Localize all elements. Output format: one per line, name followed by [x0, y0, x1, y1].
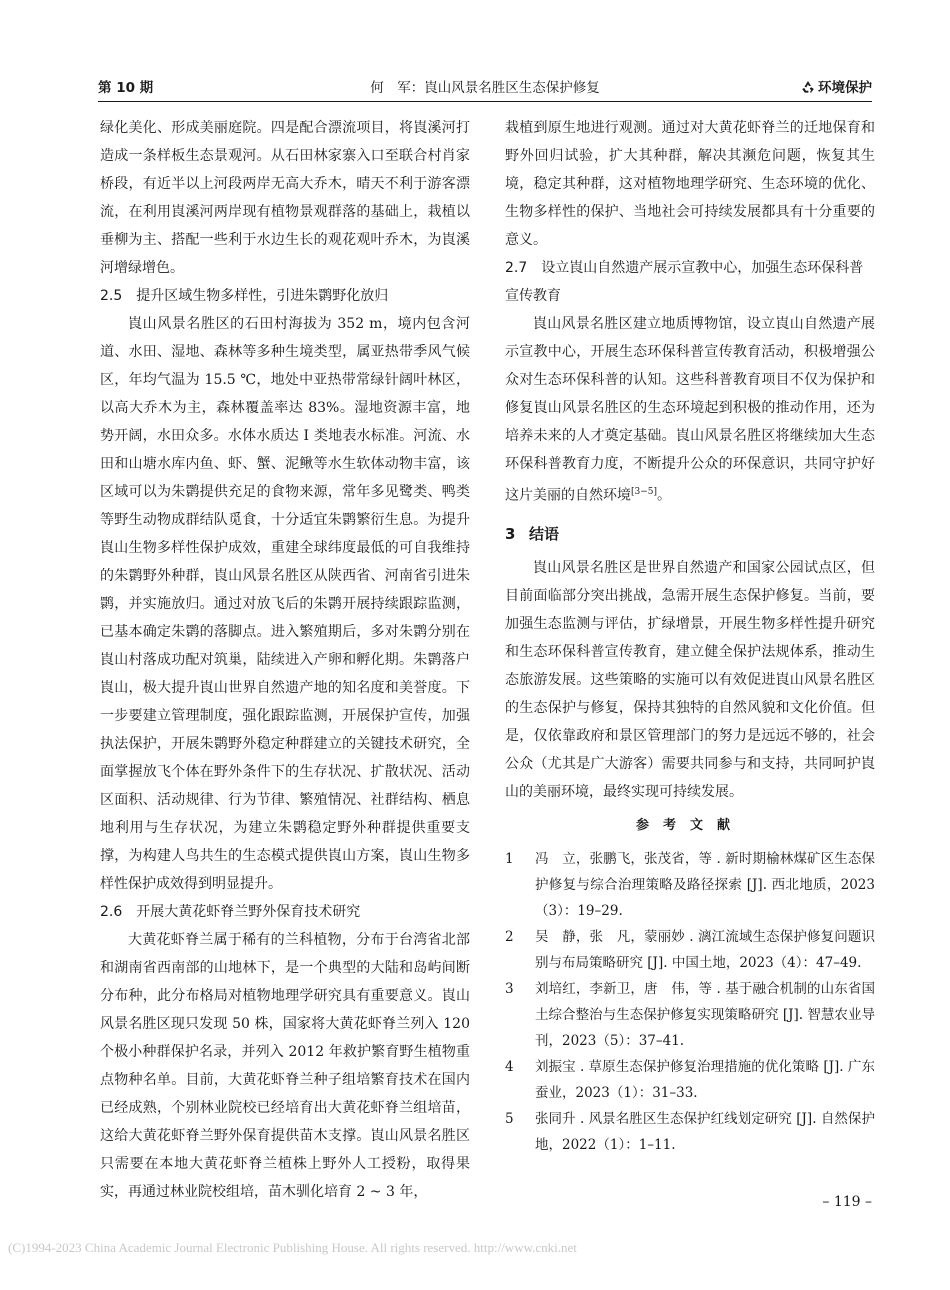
reference-text: 刘培红，李新卫，唐 伟，等 . 基于融合机制的山东省国土综合整治与生态保护修复实现策略研究 [J]. 智慧农业导刊，2023（5）：37–41. [535, 980, 875, 1049]
paragraph: 大黄花虾脊兰属于稀有的兰科植物，分布于台湾省北部和湖南省西南部的山地林下，是一个典型的大陆和岛屿间断分布种，此分布格局对植物地理学研究具有重要意义。崀山风景名胜区现只发现 50 株，国家将大黄花虾脊兰列入 120 个极小种群保护名录，并列入 2012 年救护繁育野生植物重点物种名单。目前，大黄花虾脊兰种子组培繁育技术在国内已经成熟，个别林业院校已经培育出大黄花虾脊兰组培苗，这给大黄花虾脊兰野外保育提供苗木支撑。崀山风景名胜区只需要在本地大黄花虾脊兰植株上野外人工授粉，取得果实，再通过林业院校组培，苗木驯化培育 2 ~ 3 年， [100, 932, 470, 1200]
running-header [98, 72, 872, 98]
section-heading-2-6: 2.6 开展大黄花虾脊兰野外保育技术研究 [100, 904, 361, 920]
reference-number: 4 [505, 1058, 514, 1075]
reference-number: 1 [505, 850, 514, 867]
section-title: 结语 [529, 524, 560, 543]
header-rule [98, 101, 872, 102]
reference-item [505, 1054, 875, 1106]
reference-number: 5 [505, 1110, 514, 1127]
section-heading-2-7: 2.7 设立崀山自然遗产展示宣教中心，加强生态环保科普宣传教育 [505, 260, 864, 304]
reference-item [505, 1106, 875, 1158]
paragraph [505, 310, 875, 510]
issue-number: 第 10 期 [98, 80, 154, 96]
paragraph-text: 崀山风景名胜区建立地质博物馆，设立崀山自然遗产展示宣教中心，开展生态环保科普宣传教育活动，积极增强公众对生态环保科普的认知。这些科普教育项目不仅为保护和修复崀山风景名胜区的生态环境起到积极的推动作用，还为培养未来的人才奠定基础。崀山风景名胜区将继续加大生态环保科普教育力度，不断提升公众的环保意识，共同守护好这片美丽的自然环境 [505, 316, 875, 504]
reference-text: 刘振宝 . 草原生态保护修复治理措施的优化策略 [J]. 广东蚕业，2023（1）：31–33. [535, 1058, 875, 1101]
reference-item [505, 976, 875, 1054]
right-column [505, 114, 875, 1158]
recycle-logo-icon [801, 80, 815, 94]
citation[interactable]: [3−5] [631, 487, 658, 497]
paragraph: 崀山风景名胜区的石田村海拔为 352 m，境内包含河道、水田、湿地、森林等多种生境类型，属亚热带季风气候区，年均气温为 15.5 ℃，地处中亚热带常绿针阔叶林区，以高大乔木为主，森林覆盖率达 83%。湿地资源丰富，地势开阔，水田众多。水体水质达 Ⅰ 类地表水标准。河流、水田和山塘水库内鱼、虾、蟹、泥鳅等水生软体动物丰富，该区域可以为朱鹮提供充足的食物来源，常年多见鹭类、鸭类等野生动物成群结队觅食，十分适宜朱鹮繁衍生息。为提升崀山生物多样性保护成效，重建全球纬度最低的可自我维持的朱鹮野外种群，崀山风景名胜区从陕西省、河南省引进朱鹮，并实施放归。通过对放飞后的朱鹮开展持续跟踪监测，已基本确定朱鹮的落脚点。进入繁殖期后，多对朱鹮分别在崀山村落成功配对筑巢，陆续进入产卵和孵化期。朱鹮落户崀山，极大提升崀山世界自然遗产地的知名度和美誉度。下一步要建立管理制度，强化跟踪监测，开展保护宣传，加强执法保护，开展朱鹮野外稳定种群建立的关键技术研究，全面掌握放飞个体在野外条件下的生存状况、扩散状况、活动区面积、活动规律、行为节律、繁殖情况、社群结构、栖息地利用与生存状况，为建立朱鹮稳定野外种群提供重要支撑，为构建人鸟共生的生态模式提供崀山方案，崀山生物多样性保护成效得到明显提升。 [100, 316, 470, 892]
paragraph-end: 。 [657, 487, 672, 504]
journal-title: 环境保护 [818, 80, 872, 96]
reference-text: 吴 静，张 凡，蒙丽妙 . 漓江流域生态保护修复问题识别与布局策略研究 [J]. 中国土地，2023（4）：47–49. [535, 928, 875, 971]
reference-text: 冯 立，张鹏飞，张茂省，等 . 新时期榆林煤矿区生态保护修复与综合治理策略及路径探索 [J]. 西北地质，2023（3）：19–29. [535, 850, 875, 919]
page-number: – 119 – [822, 1194, 872, 1210]
section-number: 3 [505, 524, 516, 543]
reference-item [505, 846, 875, 924]
reference-number: 2 [505, 928, 514, 945]
paragraph: 栽植到原生地进行观测。通过对大黄花虾脊兰的迁地保育和野外回归试验，扩大其种群，解决其濒危问题，恢复其生境，稳定其种群，这对植物地理学研究、生态环境的优化、生物多样性的保护、当地社会可持续发展都具有十分重要的意义。 [505, 120, 875, 248]
section-heading-3 [505, 520, 875, 548]
reference-text: 张同升 . 风景名胜区生态保护红线划定研究 [J]. 自然保护地，2022（1）：1–11. [535, 1110, 875, 1153]
paragraph: 崀山风景名胜区是世界自然遗产和国家公园试点区，但目前面临部分突出挑战，急需开展生态保护修复。当前，要加强生态监测与评估，扩绿增景，开展生物多样性提升研究和生态环保科普宣传教育，建立健全保护法规体系，推动生态旅游发展。这些策略的实施可以有效促进崀山风景名胜区的生态保护与修复，保持其独特的自然风貌和文化价值。但是，仅依靠政府和景区管理部门的努力是远远不够的，社会公众（尤其是广大游客）需要共同参与和支持，共同呵护崀山的美丽环境，最终实现可持续发展。 [505, 559, 875, 800]
references-title: 参考文献 [635, 817, 744, 833]
reference-list [505, 846, 875, 1158]
running-title: 何 军：崀山风景名胜区生态保护修复 [370, 80, 600, 96]
reference-item [505, 924, 875, 976]
journal-name [801, 76, 872, 96]
paragraph: 绿化美化、形成美丽庭院。四是配合漂流项目，将崀溪河打造成一条样板生态景观河。从石田林家寨入口至联合村肖家桥段，有近半以上河段两岸无高大乔木，晴天不利于游客漂流，在利用崀溪河两岸现有植物景观群落的基础上，栽植以垂柳为主、搭配一些利于水边生长的观花观叶乔木，为崀溪河增绿增色。 [100, 120, 470, 276]
left-column [100, 114, 470, 1206]
section-heading-2-5: 2.5 提升区域生物多样性，引进朱鹮野化放归 [100, 288, 389, 304]
copyright-footer: (C)1994-2023 China Academic Journal Electronic Publishing House. All rights reserved. http://www.cnki.net [8, 1240, 577, 1255]
reference-number: 3 [505, 980, 514, 997]
